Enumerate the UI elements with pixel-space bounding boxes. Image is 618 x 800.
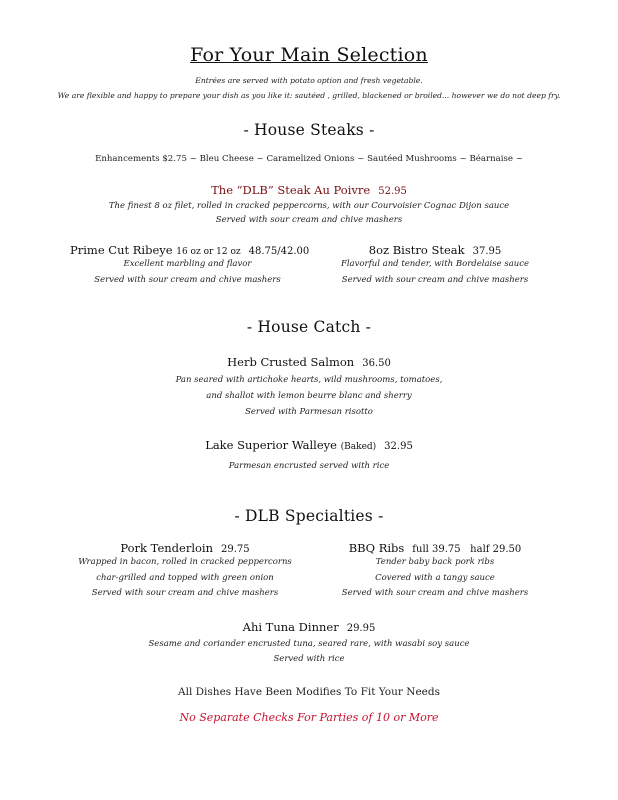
au-poivre-desc-2: Served with sour cream and chive mashers (215, 215, 403, 225)
walleye-price: 32.95 (384, 441, 413, 452)
ribeye-desc-2: Served with sour cream and chive mashers (94, 274, 281, 285)
ribs-desc-2: Covered with a tangy sauce (375, 572, 495, 583)
ribeye-price: 48.75/42.00 (248, 246, 310, 257)
separate-checks-warning: No Separate Checks For Parties of 10 or More (179, 711, 439, 724)
salmon-desc-3: Served with Parmesan risotto (245, 407, 373, 417)
bistro-title (325, 243, 545, 257)
house-catch-heading: - House Catch - (246, 318, 372, 336)
ribeye-sizes: 16 oz or 12 oz (176, 247, 241, 257)
au-poivre-price: 52.95 (378, 186, 407, 197)
bistro-desc-1: Flavorful and tender, with Bordelaise sauce (340, 259, 530, 269)
bistro-item (325, 243, 545, 288)
walleye-name: Lake Superior Walleye (205, 438, 337, 452)
house-steaks-heading: - House Steaks - (243, 121, 375, 139)
bistro-price: 37.95 (472, 246, 502, 257)
ribs-price: full 39.75 half 29.50 (412, 544, 522, 555)
ribs-item (320, 541, 550, 602)
pork-desc-1: Wrapped in bacon, rolled in cracked peppercorns (78, 557, 292, 567)
walleye-note: (Baked) (340, 442, 377, 452)
tuna-title (0, 620, 618, 634)
ribeye-desc-1: Excellent marbling and flavor (123, 259, 252, 269)
ribeye-title (70, 243, 310, 257)
au-poivre-name: The “DLB” Steak Au Poivre (211, 183, 371, 197)
page-title: For Your Main Selection (190, 44, 428, 66)
intro-line-1: Entrées are served with potato option and fresh vegetable. (195, 76, 423, 85)
salmon-title (0, 355, 618, 369)
ribeye-item (70, 243, 310, 288)
salmon-price: 36.50 (362, 358, 391, 369)
ribs-desc-3: Served with sour cream and chive mashers (341, 588, 529, 598)
tuna-desc-1: Sesame and coriander encrusted tuna, seared rare, with wasabi soy sauce (148, 639, 470, 649)
walleye-title (0, 438, 618, 452)
salmon-desc-2: and shallot with lemon beurre blanc and sherry (206, 391, 412, 401)
tuna-price: 29.95 (346, 623, 376, 634)
pork-desc-2: char-grilled and topped with green onion (96, 572, 274, 583)
enhancements-line: Enhancements $2.75 ~ Bleu Cheese ~ Caramelized Onions ~ Sautéed Mushrooms ~ Béarnaise ~ (95, 154, 523, 164)
ribs-title (320, 541, 550, 555)
ribs-desc-1: Tender baby back pork ribs (375, 557, 495, 567)
bistro-name: 8oz Bistro Steak (368, 243, 465, 257)
pork-title (75, 541, 295, 555)
tuna-desc-2: Served with rice (273, 654, 345, 664)
ribeye-name: Prime Cut Ribeye (70, 243, 173, 257)
salmon-desc-1: Pan seared with artichoke hearts, wild mushrooms, tomatoes, (175, 375, 443, 385)
intro-line-2: We are flexible and happy to prepare your dish as you like it: sautéed , grilled, blackened or broiled... however we do not deep fry. (57, 91, 561, 100)
dlb-specialties-heading: - DLB Specialties - (234, 507, 384, 525)
ribs-name: BBQ Ribs (348, 541, 405, 555)
au-poivre-title (0, 183, 618, 197)
au-poivre-desc-1: The finest 8 oz filet, rolled in cracked peppercorns, with our Courvoisier Cognac Dijon sauce (108, 201, 510, 211)
walleye-desc-1: Parmesan encrusted served with rice (228, 461, 390, 471)
bistro-desc-2: Served with sour cream and chive mashers (341, 274, 529, 285)
pork-desc-3: Served with sour cream and chive mashers (91, 588, 279, 598)
salmon-name: Herb Crusted Salmon (227, 355, 355, 369)
footer-note: All Dishes Have Been Modifies To Fit Your Needs (178, 686, 440, 698)
tuna-name: Ahi Tuna Dinner (242, 620, 339, 634)
pork-price: 29.75 (221, 544, 250, 555)
pork-name: Pork Tenderloin (120, 541, 214, 555)
pork-item (75, 541, 295, 602)
